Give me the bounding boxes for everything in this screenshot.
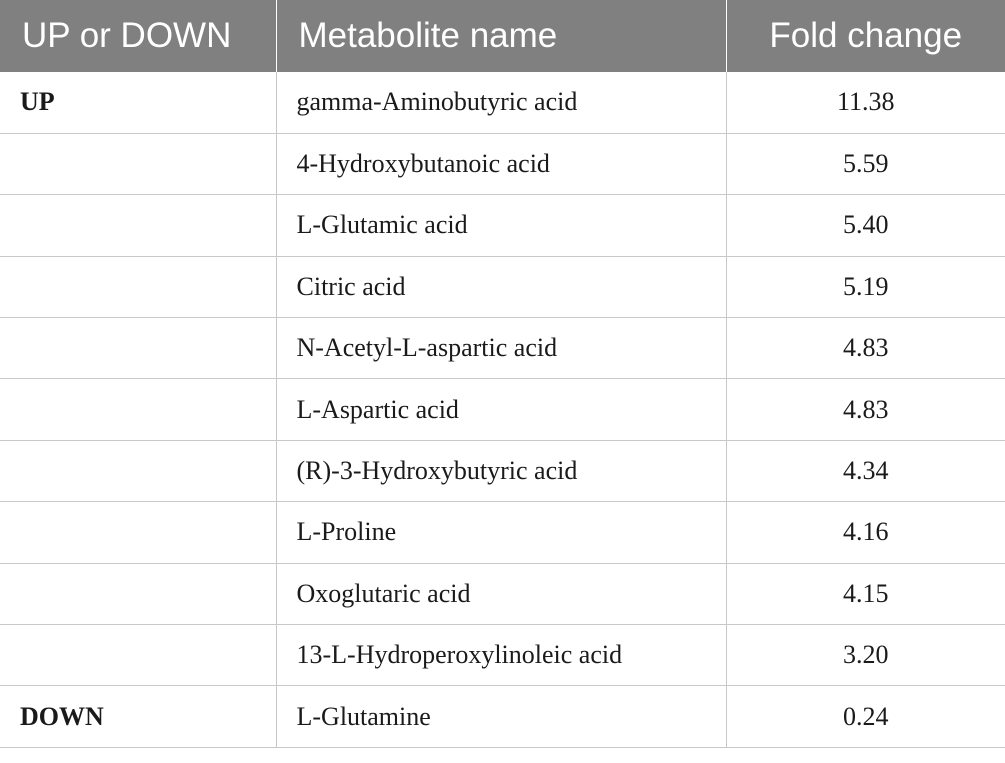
metabolite-name-cell: L-Aspartic acid [276,379,726,440]
metabolite-name-cell: L-Proline [276,502,726,563]
fold-change-cell: 4.83 [726,379,1005,440]
fold-change-cell: 4.83 [726,318,1005,379]
header-row [0,0,1005,72]
fold-change-cell: 5.19 [726,256,1005,317]
direction-cell: UP [0,72,276,133]
table-row [0,686,1005,747]
fold-change-cell: 4.16 [726,502,1005,563]
direction-cell [0,563,276,624]
metabolite-name-cell: gamma-Aminobutyric acid [276,72,726,133]
header-metabolite-name: Metabolite name [276,0,726,72]
metabolite-name-cell: (R)-3-Hydroxybutyric acid [276,440,726,501]
metabolite-name-cell: N-Acetyl-L-aspartic acid [276,318,726,379]
table-row [0,72,1005,133]
metabolite-name-cell: 13-L-Hydroperoxylinoleic acid [276,625,726,686]
fold-change-cell: 4.15 [726,563,1005,624]
table-header [0,0,1005,72]
table-row [0,625,1005,686]
direction-cell [0,195,276,256]
table-row [0,440,1005,501]
table-row [0,195,1005,256]
metabolite-name-cell: L-Glutamine [276,686,726,747]
table-row [0,379,1005,440]
metabolite-name-cell: Citric acid [276,256,726,317]
direction-cell [0,625,276,686]
table-body [0,72,1005,747]
direction-cell [0,318,276,379]
fold-change-cell: 11.38 [726,72,1005,133]
fold-change-cell: 0.24 [726,686,1005,747]
direction-cell [0,379,276,440]
fold-change-cell: 3.20 [726,625,1005,686]
table-row [0,318,1005,379]
header-direction: UP or DOWN [0,0,276,72]
header-fold-change: Fold change [726,0,1005,72]
metabolite-name-cell: L-Glutamic acid [276,195,726,256]
table-row [0,256,1005,317]
table-row [0,563,1005,624]
fold-change-cell: 5.59 [726,133,1005,194]
direction-cell: DOWN [0,686,276,747]
fold-change-cell: 5.40 [726,195,1005,256]
direction-cell [0,256,276,317]
direction-cell [0,440,276,501]
direction-cell [0,502,276,563]
table-row [0,502,1005,563]
metabolite-name-cell: Oxoglutaric acid [276,563,726,624]
direction-cell [0,133,276,194]
metabolite-name-cell: 4-Hydroxybutanoic acid [276,133,726,194]
table-row [0,133,1005,194]
fold-change-cell: 4.34 [726,440,1005,501]
